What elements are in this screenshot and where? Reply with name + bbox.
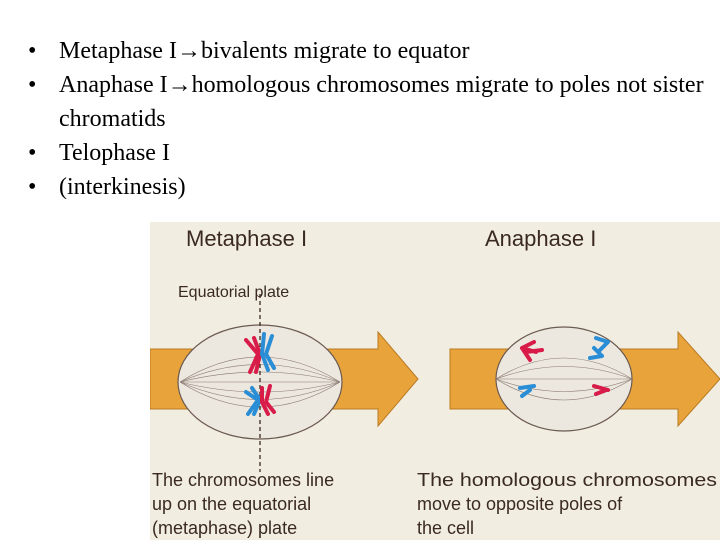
bullet-list [28,34,708,204]
arrow-icon: → [176,38,201,64]
bullet-term: Telophase I [59,140,170,166]
anaphase-title: Anaphase I [485,226,597,251]
anaphase-caption-line-2: move to opposite poles of [417,494,623,514]
metaphase-title: Metaphase I [186,226,308,251]
bullet-item-interkinesis [28,170,708,204]
bullet-item-metaphase [28,34,708,68]
anaphase-caption-line-3: the cell [417,518,475,538]
bullet-term: (interkinesis) [59,174,186,200]
meiosis-diagram [150,222,720,540]
arrow-icon: → [167,72,192,98]
metaphase-caption-line-1: The chromosomes line [152,470,335,490]
bullet-description: homologous chromosomes migrate to poles not sister chromatids [59,72,704,132]
bullet-item-telophase [28,136,708,170]
anaphase-cell [496,327,632,431]
bullet-description: bivalents migrate to equator [200,38,470,64]
equatorial-plate-label: Equatorial plate [178,284,290,301]
bullet-marker: • [28,38,37,64]
bullet-term: Anaphase I [59,72,168,98]
bullet-marker: • [28,72,37,98]
bullet-marker: • [28,140,37,166]
bullet-marker: • [28,174,37,200]
meiosis-figure [150,222,720,540]
bullet-item-anaphase [28,68,708,136]
bullet-term: Metaphase I [59,38,177,64]
anaphase-caption-line-1: The homologous chromosomes [417,470,717,490]
metaphase-cell [178,294,342,472]
metaphase-caption-line-3: (metaphase) plate [152,518,298,538]
metaphase-caption-line-2: up on the equatorial [152,494,312,514]
